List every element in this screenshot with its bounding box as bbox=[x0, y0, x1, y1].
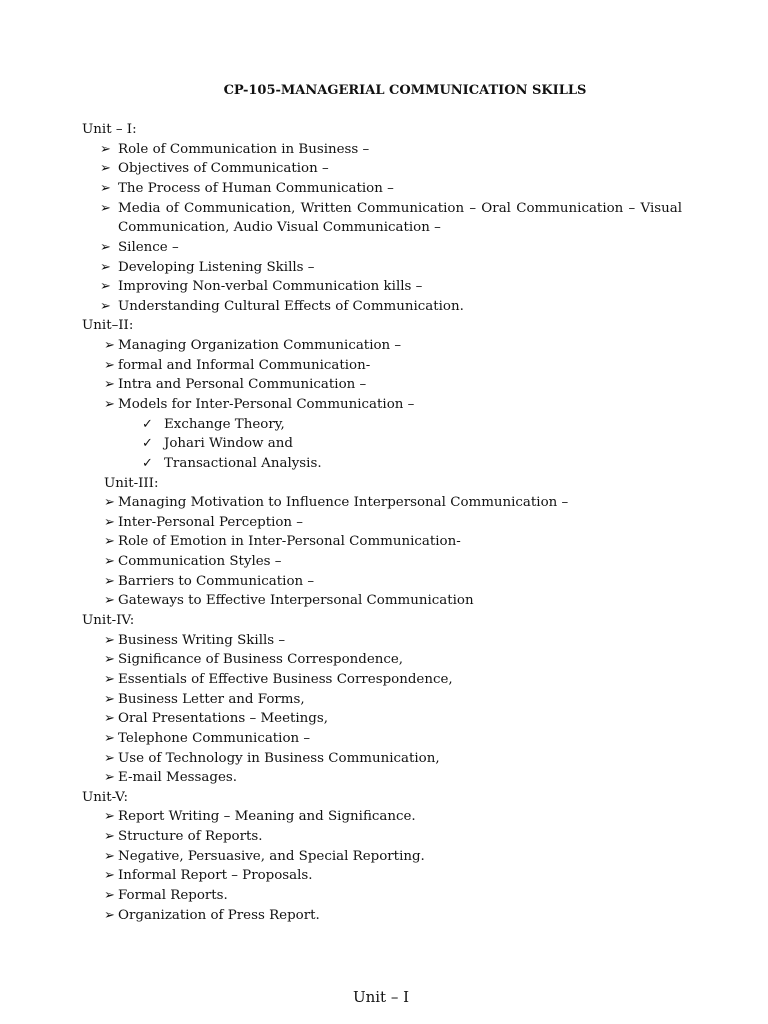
unit-1-heading: Unit – I: bbox=[82, 122, 137, 137]
list-item: ➢ Organization of Press Report. bbox=[0, 906, 768, 926]
list-item: ➢ Silence – bbox=[0, 238, 768, 258]
arrow-bullet-icon: ➢ bbox=[104, 495, 115, 511]
unit-3-heading: Unit-III: bbox=[104, 475, 159, 491]
arrow-bullet-icon: ➢ bbox=[100, 141, 111, 157]
next-page-heading: Unit – I bbox=[352, 988, 410, 1006]
list-item: ➢ Communication Styles – bbox=[0, 552, 768, 572]
arrow-bullet-icon: ➢ bbox=[104, 868, 115, 884]
arrow-bullet-icon: ➢ bbox=[104, 829, 115, 845]
list-item: ➢ Inter-Personal Perception – bbox=[0, 513, 768, 533]
list-item: ➢ E-mail Messages. bbox=[0, 768, 768, 788]
list-item: ➢ Models for Inter-Personal Communication – bbox=[0, 395, 768, 415]
arrow-bullet-icon: ➢ bbox=[104, 809, 115, 825]
list-item: ➢ Use of Technology in Business Communication, bbox=[0, 749, 768, 769]
arrow-bullet-icon: ➢ bbox=[104, 514, 115, 530]
list-item: ➢ Informal Report – Proposals. bbox=[0, 866, 768, 886]
list-item: ➢ Formal Reports. bbox=[0, 886, 768, 906]
list-item: ➢ Oral Presentations – Meetings, bbox=[0, 709, 768, 729]
list-item: ➢ Managing Motivation to Influence Interpersonal Communication – bbox=[0, 493, 768, 513]
arrow-bullet-icon: ➢ bbox=[100, 259, 111, 275]
arrow-bullet-icon: ➢ bbox=[104, 632, 115, 648]
arrow-bullet-icon: ➢ bbox=[104, 338, 115, 354]
arrow-bullet-icon: ➢ bbox=[104, 357, 115, 373]
list-item: ➢ Business Letter and Forms, bbox=[0, 690, 768, 710]
list-item: ➢ Structure of Reports. bbox=[0, 827, 768, 847]
list-item: ➢ Barriers to Communication – bbox=[0, 572, 768, 592]
sub-list-item: ✓ Johari Window and bbox=[0, 434, 768, 454]
arrow-bullet-icon: ➢ bbox=[100, 200, 111, 216]
arrow-bullet-icon: ➢ bbox=[104, 750, 115, 766]
arrow-bullet-icon: ➢ bbox=[104, 396, 115, 412]
list-item: ➢ Business Writing Skills – bbox=[0, 631, 768, 651]
sub-list-item: ✓ Transactional Analysis. bbox=[0, 454, 768, 474]
arrow-bullet-icon: ➢ bbox=[100, 161, 111, 177]
arrow-bullet-icon: ➢ bbox=[104, 770, 115, 786]
list-item: ➢ formal and Informal Communication- bbox=[0, 356, 768, 376]
unit-4-heading: Unit-IV: bbox=[82, 613, 135, 629]
arrow-bullet-icon: ➢ bbox=[104, 573, 115, 589]
list-item: ➢ Essentials of Effective Business Correspondence, bbox=[0, 670, 768, 690]
unit-2-heading: Unit–II: bbox=[82, 318, 134, 334]
list-item: ➢ Developing Listening Skills – bbox=[0, 258, 768, 278]
arrow-bullet-icon: ➢ bbox=[104, 691, 115, 707]
arrow-bullet-icon: ➢ bbox=[100, 180, 111, 196]
list-item: ➢ Report Writing – Meaning and Significance. bbox=[0, 807, 768, 827]
list-item: ➢ Role of Communication in Business – bbox=[0, 140, 768, 160]
list-item: ➢ Negative, Persuasive, and Special Reporting. bbox=[0, 847, 768, 867]
syllabus-content bbox=[0, 120, 768, 925]
check-mark-icon: ✓ bbox=[142, 455, 153, 471]
list-item: ➢ Gateways to Effective Interpersonal Communication bbox=[0, 591, 768, 611]
unit-5-heading: Unit-V: bbox=[82, 789, 128, 805]
arrow-bullet-icon: ➢ bbox=[104, 671, 115, 687]
list-item: ➢ Understanding Cultural Effects of Communication. bbox=[0, 297, 768, 317]
arrow-bullet-icon: ➢ bbox=[100, 239, 111, 255]
list-item: ➢ Improving Non-verbal Communication kills – bbox=[0, 277, 768, 297]
list-item: ➢ The Process of Human Communication – bbox=[0, 179, 768, 199]
list-item: ➢ Managing Organization Communication – bbox=[0, 336, 768, 356]
document-title: CP-105-MANAGERIAL COMMUNICATION SKILLS bbox=[223, 83, 587, 98]
arrow-bullet-icon: ➢ bbox=[104, 730, 115, 746]
check-mark-icon: ✓ bbox=[142, 436, 153, 452]
arrow-bullet-icon: ➢ bbox=[104, 907, 115, 923]
arrow-bullet-icon: ➢ bbox=[104, 652, 115, 668]
arrow-bullet-icon: ➢ bbox=[104, 711, 115, 727]
arrow-bullet-icon: ➢ bbox=[100, 279, 111, 295]
arrow-bullet-icon: ➢ bbox=[104, 888, 115, 903]
arrow-bullet-icon: ➢ bbox=[104, 593, 115, 609]
list-item: ➢ Telephone Communication – bbox=[0, 729, 768, 749]
arrow-bullet-icon: ➢ bbox=[100, 298, 111, 314]
list-item: ➢ Significance of Business Correspondence, bbox=[0, 650, 768, 670]
arrow-bullet-icon: ➢ bbox=[104, 377, 115, 393]
arrow-bullet-icon: ➢ bbox=[104, 848, 115, 864]
sub-list-item: ✓ Exchange Theory, bbox=[0, 415, 768, 435]
list-item: ➢ Media of Communication, Written Communication – Oral Communication – Visual Communication, Audio Visual Communication – bbox=[100, 200, 682, 236]
arrow-bullet-icon: ➢ bbox=[104, 554, 115, 570]
list-item: ➢ Intra and Personal Communication – bbox=[0, 375, 768, 395]
arrow-bullet-icon: ➢ bbox=[104, 534, 115, 550]
list-item: ➢ Role of Emotion in Inter-Personal Communication- bbox=[0, 532, 768, 552]
list-item: ➢ Objectives of Communication – bbox=[0, 159, 768, 179]
check-mark-icon: ✓ bbox=[142, 416, 153, 432]
